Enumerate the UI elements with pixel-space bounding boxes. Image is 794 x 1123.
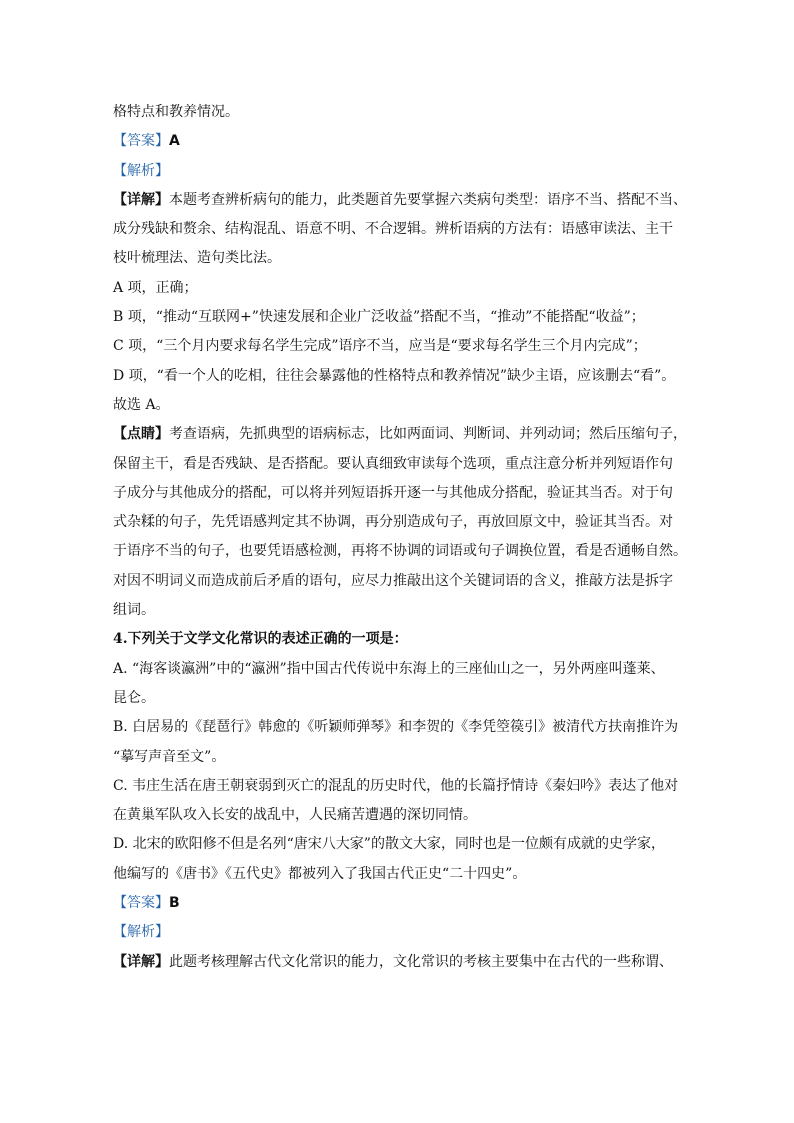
text-line (113, 420, 687, 449)
note-label: 【点睛】 (113, 426, 169, 443)
line-text: 昆仑。 (113, 689, 155, 706)
option-line (113, 713, 683, 742)
analysis-tag: 【解析】 (113, 924, 169, 941)
answer-line (113, 889, 683, 918)
text-line (113, 244, 683, 273)
line-text: 格特点和教养情况。 (113, 104, 239, 120)
text-line (113, 391, 683, 420)
line-text: 此题考核理解古代文化常识的能力，文化常识的考核主要集中在古代的一些称谓、 (169, 953, 673, 970)
text-line (113, 186, 687, 215)
text-line (113, 450, 683, 479)
line-text: C. 韦庄生活在唐王朝衰弱到灭亡的混乱的历史时代，他的长篇抒情诗《秦妇吟》表达了他对 (113, 777, 679, 794)
line-text: 式杂糅的句子，先凭语感判定其不协调，再分别造成句子，再放回原文中，验证其当否。对 (113, 514, 673, 531)
text-line (113, 332, 683, 361)
text-line (113, 567, 683, 596)
text-line (113, 948, 683, 977)
detail-label: 【详解】 (113, 191, 169, 208)
text-line (113, 537, 687, 566)
question-title (113, 625, 683, 654)
option-line (113, 830, 683, 859)
analysis-heading (113, 918, 683, 947)
line-text: D 项，“看一个人的吃相，往往会暴露他的性格特点和教养情况”缺少主语，应该删去“看”。 (113, 367, 676, 384)
text-line (113, 479, 683, 508)
line-text: B 项，“推动“互联网+”快速发展和企业广泛收益”搭配不当，“推动”不能搭配“收益”； (113, 309, 645, 326)
line-text: “摹写声音至文”。 (113, 748, 226, 765)
line-text: C 项，“三个月内要求每名学生完成”语序不当，应当是“要求每名学生三个月内完成”； (113, 338, 647, 355)
analysis-tag: 【解析】 (113, 162, 169, 179)
option-line (113, 860, 683, 889)
line-text: 组词。 (113, 602, 155, 619)
text-line (113, 274, 683, 303)
line-text: 子成分与其他成分的搭配，可以将并列短语拆开逐一与其他成分搭配，验证其当否。对于句 (113, 484, 673, 501)
answer-tag: 【答案】 (113, 133, 169, 150)
line-text: 保留主干，看是否残缺、是否搭配。要认真细致审读每个选项，重点注意分析并列短语作句 (113, 455, 673, 472)
line-text: B. 白居易的《琵琶行》韩愈的《听颖师弹琴》和李贺的《李凭箜篌引》被清代方扶南推许为 (113, 719, 679, 736)
text-line (113, 215, 683, 244)
line-text: A. “海客谈瀛洲”中的“瀛洲”指中国古代传说中东海上的三座仙山之一，另外两座叫蓬莱、 (113, 660, 665, 677)
line-text: 成分残缺和赘余、结构混乱、语意不明、不合逻辑。辨析语病的方法有：语感审读法、主干 (113, 221, 673, 238)
line-text: 故选 A。 (113, 396, 170, 413)
question-text: 4.下列关于文学文化常识的表述正确的一项是： (113, 631, 408, 648)
line-text: 对因不明词义而造成前后矛盾的语句，应尽力推敲出这个关键词语的含义，推敲方法是拆字 (113, 572, 673, 589)
answer-value: B (169, 895, 180, 912)
option-line (113, 801, 683, 830)
analysis-heading (113, 157, 683, 186)
option-line (113, 684, 683, 713)
line-text: 本题考查辨析病句的能力，此类题首先要掌握六类病句类型：语序不当、搭配不当、 (169, 191, 687, 208)
option-line (113, 743, 683, 772)
detail-label: 【详解】 (113, 953, 169, 970)
text-line (113, 596, 683, 625)
line-text: 枝叶梳理法、造句类比法。 (113, 250, 281, 267)
line-text: D. 北宋的欧阳修不但是名列“唐宋八大家”的散文大家，同时也是一位颇有成就的史学家， (113, 836, 665, 853)
text-line (113, 303, 683, 332)
line-text: A 项，正确； (113, 279, 198, 296)
line-text: 他编写的《唐书》《五代史》都被列入了我国古代正史“二十四史”。 (113, 865, 527, 882)
text-line (113, 98, 683, 127)
answer-value: A (169, 133, 180, 150)
line-text: 考查语病，先抓典型的语病标志，比如两面词、判断词、并列动词；然后压缩句子， (169, 426, 687, 443)
document-page (113, 98, 687, 977)
answer-tag: 【答案】 (113, 895, 169, 912)
line-text: 于语序不当的句子，也要凭语感检测，再将不协调的词语或句子调换位置，看是否通畅自然。 (113, 543, 687, 560)
option-line (113, 655, 683, 684)
line-text: 在黄巢军队攻入长安的战乱中，人民痛苦遭遇的深切同情。 (113, 807, 477, 824)
option-line (113, 772, 683, 801)
answer-line (113, 127, 683, 156)
text-line (113, 362, 683, 391)
text-line (113, 508, 683, 537)
